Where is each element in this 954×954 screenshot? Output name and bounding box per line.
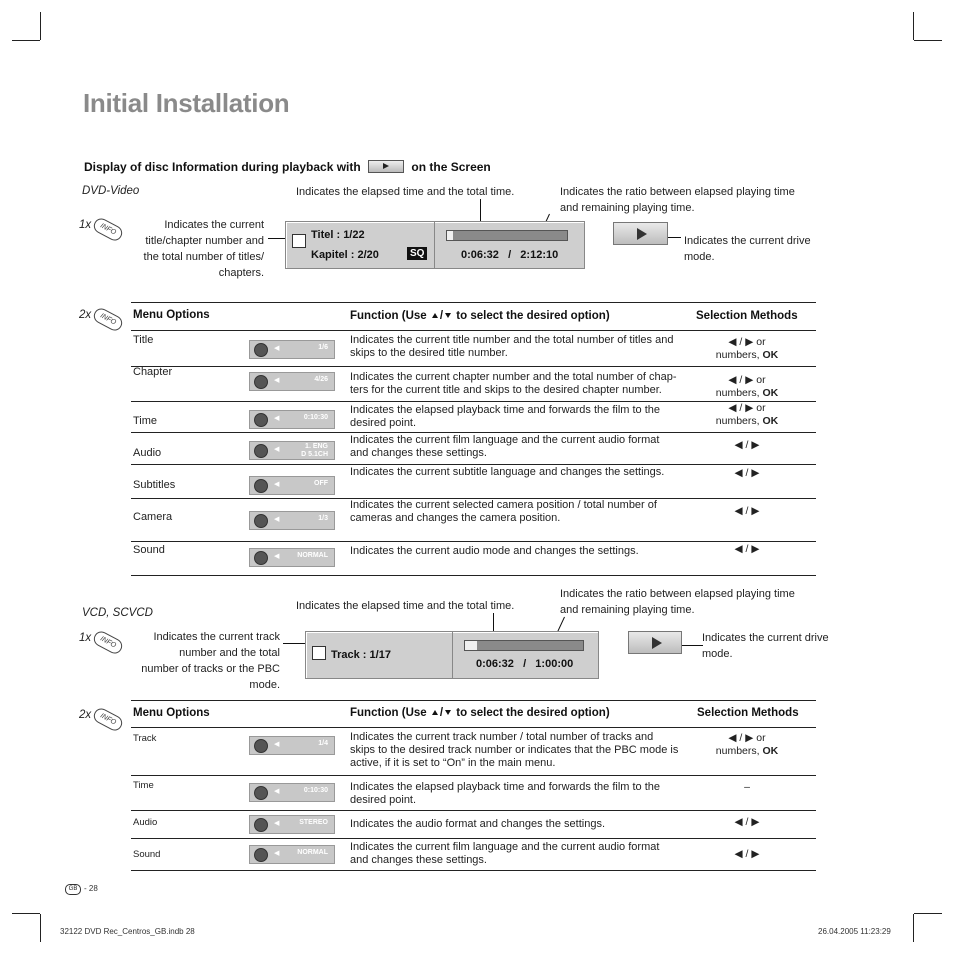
- left-arrow-icon: ◀: [274, 345, 280, 352]
- row-selection: [697, 848, 797, 861]
- osd-menu-control: [249, 476, 335, 495]
- table-rule: [131, 700, 816, 701]
- selection-numbers: numbers,: [715, 745, 760, 757]
- selection-line1: –: [744, 781, 750, 793]
- page-title: Initial Installation: [83, 88, 290, 118]
- row-function: Indicates the current chapter number and the total number of chap- ters for the current title and skips to the desired chapter number.: [350, 371, 677, 396]
- selection-line1: ◀ / ▶: [734, 439, 760, 451]
- osd-menu-control: [249, 548, 335, 567]
- progress-fill: [447, 231, 453, 240]
- connector-line: [283, 643, 307, 644]
- dvd-note-elapsed: Indicates the elapsed time and the total time.: [296, 186, 515, 198]
- menu-option-icon: [254, 551, 268, 565]
- crop-mark: [12, 40, 40, 41]
- menu-option-icon: [254, 739, 268, 753]
- left-arrow-icon: ◀: [274, 516, 280, 523]
- crop-mark: [913, 12, 914, 40]
- table-rule: [131, 810, 816, 811]
- vcd-note-drive: Indicates the current drive mode.: [702, 632, 829, 660]
- vcd-note-elapsed: Indicates the elapsed time and the total time.: [296, 600, 515, 612]
- vcd-note-track: Indicates the current track number and the total number of tracks or the PBC mode.: [141, 631, 280, 691]
- crop-mark: [914, 40, 942, 41]
- panel-divider: [452, 632, 453, 678]
- control-value: STEREO: [299, 819, 328, 826]
- row-name: Title: [133, 334, 154, 346]
- heading-text-after: on the Screen: [411, 160, 491, 174]
- table-rule: [131, 464, 816, 465]
- osd-menu-control: [249, 372, 335, 391]
- info-icon: INFO: [91, 306, 125, 333]
- left-arrow-icon: ◀: [274, 553, 280, 560]
- progress-fill: [465, 641, 477, 650]
- dvd-osd-step: 1x: [79, 219, 92, 231]
- crop-mark: [40, 914, 41, 942]
- progress-bar: [464, 640, 584, 651]
- row-selection: [697, 543, 797, 556]
- row-function: Indicates the current track number / total number of tracks and skips to the desired track number or indicates that the PBC mode is active, if it is set to “On” in the main menu.: [350, 731, 679, 769]
- control-value: 0:10:30: [303, 787, 328, 794]
- sq-badge: SQ: [407, 247, 427, 260]
- clapper-icon: [292, 234, 306, 248]
- osd-menu-control: [249, 511, 335, 530]
- osd-menu-control: [249, 783, 335, 802]
- menu-option-icon: [254, 479, 268, 493]
- table-rule: [131, 727, 816, 728]
- menu-option-icon: [254, 786, 268, 800]
- header-selection: Selection Methods: [697, 707, 799, 719]
- section-heading: [84, 160, 491, 174]
- crop-mark: [914, 913, 942, 914]
- crop-mark: [12, 913, 40, 914]
- row-function: Indicates the current film language and the current audio format and changes these settings.: [350, 434, 660, 459]
- menu-option-icon: [254, 444, 268, 458]
- osd-time: 0:06:32 / 1:00:00: [476, 658, 574, 670]
- vcd-note-ratio: Indicates the ratio between elapsed playing time and remaining playing time.: [560, 588, 795, 616]
- control-value-2: D 5.1CH: [301, 451, 328, 458]
- table-rule: [131, 838, 816, 839]
- dvd-osd-panel: [285, 221, 585, 269]
- header-function-close: ): [605, 707, 610, 719]
- table-rule: [131, 302, 816, 303]
- heading-text-before: Display of disc Information during playback with: [84, 160, 361, 174]
- control-value: 1/6: [318, 344, 328, 351]
- left-arrow-icon: ◀: [274, 850, 280, 857]
- row-name: Track: [133, 733, 157, 744]
- info-icon: INFO: [91, 629, 125, 656]
- osd-time: 0:06:32 / 2:12:10: [461, 249, 559, 261]
- row-selection: [697, 467, 797, 480]
- table-rule: [131, 575, 816, 576]
- row-name: Chapter: [133, 366, 173, 378]
- control-value: 1/3: [318, 515, 328, 522]
- left-arrow-icon: ◀: [274, 446, 280, 453]
- down-arrow-icon: [445, 710, 451, 715]
- selection-line2: [697, 415, 797, 428]
- progress-bar: [446, 230, 568, 241]
- date-time: 26.04.2005 11:23:29: [818, 927, 891, 936]
- row-function: Indicates the current subtitle language and changes the settings.: [350, 466, 665, 478]
- ok-key: OK: [762, 415, 779, 427]
- left-arrow-icon: ◀: [274, 481, 280, 488]
- row-selection: [697, 402, 797, 428]
- selection-line1: ◀ / ▶ or: [728, 374, 766, 386]
- selection-line2: [697, 387, 797, 400]
- header-function: Function (Use / to select the desired option): [350, 707, 610, 719]
- header-function-prefix: Function (Use: [350, 707, 427, 719]
- selection-line1: ◀ / ▶ or: [728, 732, 766, 744]
- play-drive-icon: [628, 631, 682, 654]
- row-function: Indicates the current audio mode and changes the settings.: [350, 545, 639, 557]
- file-name: 32122 DVD Rec_Centros_GB.indb 28: [60, 927, 195, 936]
- selection-line2: [697, 349, 797, 362]
- control-value: 1. ENG: [305, 443, 328, 450]
- osd-menu-control: [249, 815, 335, 834]
- control-value: 1/4: [318, 740, 328, 747]
- header-function-suffix: to select the desired option: [456, 707, 606, 719]
- selection-line1: ◀ / ▶: [734, 848, 760, 860]
- row-function: Indicates the audio format and changes the settings.: [350, 818, 605, 830]
- osd-track: Track : 1/17: [331, 649, 391, 661]
- header-function: Function (Use / to select the desired option): [350, 310, 610, 322]
- osd-titel: Titel : 1/22: [311, 229, 365, 241]
- vcd-osd-step: 1x: [79, 632, 92, 644]
- row-selection: [697, 374, 797, 400]
- osd-kapitel: Kapitel : 2/20: [311, 249, 379, 261]
- selection-numbers: numbers,: [715, 349, 760, 361]
- selection-line2: [697, 745, 797, 758]
- header-function-suffix: to select the desired option: [456, 310, 606, 322]
- osd-menu-control: [249, 340, 335, 359]
- info-icon: INFO: [91, 216, 125, 243]
- row-name: Sound: [133, 849, 161, 860]
- left-arrow-icon: ◀: [274, 415, 280, 422]
- row-function: Indicates the elapsed playback time and forwards the film to the desired point.: [350, 404, 661, 429]
- selection-numbers: numbers,: [715, 415, 760, 427]
- row-name: Audio: [133, 447, 162, 459]
- header-menu-options: Menu Options: [133, 309, 210, 321]
- control-value: 4/26: [314, 376, 328, 383]
- ok-key: OK: [762, 349, 779, 361]
- ok-key: OK: [762, 745, 779, 757]
- header-menu-options: Menu Options: [133, 707, 210, 719]
- menu-option-icon: [254, 514, 268, 528]
- selection-numbers: numbers,: [715, 387, 760, 399]
- row-function: Indicates the elapsed playback time and forwards the film to the desired point.: [350, 781, 661, 806]
- vcd-menu-step: 2x: [79, 709, 92, 721]
- left-arrow-icon: ◀: [274, 377, 280, 384]
- clapper-icon: [312, 646, 326, 660]
- vcd-label: VCD, SCVCD: [82, 607, 153, 619]
- gb-badge: GB: [65, 884, 81, 895]
- row-name: Sound: [133, 544, 165, 556]
- row-selection: [697, 732, 797, 758]
- menu-option-icon: [254, 343, 268, 357]
- menu-option-icon: [254, 818, 268, 832]
- crop-mark: [40, 12, 41, 40]
- dvd-note-title-chapter: Indicates the current title/chapter number and the total number of titles/ chapters.: [143, 219, 264, 279]
- menu-option-icon: [254, 848, 268, 862]
- row-name: Audio: [133, 817, 158, 828]
- row-name: Time: [133, 780, 154, 791]
- dvd-note-drive: Indicates the current drive mode.: [684, 235, 811, 263]
- crop-mark: [913, 914, 914, 942]
- row-name: Camera: [133, 511, 173, 523]
- panel-divider: [434, 222, 435, 268]
- play-button-icon: [368, 160, 404, 173]
- row-function: Indicates the current title number and the total number of titles and skips to the desired title number.: [350, 334, 674, 359]
- row-selection: [697, 439, 797, 452]
- up-arrow-icon: [432, 313, 438, 318]
- selection-line1: ◀ / ▶: [734, 543, 760, 555]
- control-value: 0:10:30: [303, 414, 328, 421]
- header-function-prefix: Function (Use: [350, 310, 427, 322]
- table-rule: [131, 366, 816, 367]
- info-icon: INFO: [91, 706, 125, 733]
- up-arrow-icon: [432, 710, 438, 715]
- row-function: Indicates the current film language and the current audio format and changes these settings.: [350, 841, 660, 866]
- left-arrow-icon: ◀: [274, 741, 280, 748]
- header-selection: Selection Methods: [696, 310, 798, 322]
- table-rule: [131, 432, 816, 433]
- selection-line1: ◀ / ▶: [734, 816, 760, 828]
- table-rule: [131, 870, 816, 871]
- dvd-note-ratio: Indicates the ratio between elapsed playing time and remaining playing time.: [560, 186, 795, 214]
- left-arrow-icon: ◀: [274, 820, 280, 827]
- left-arrow-icon: ◀: [274, 788, 280, 795]
- row-function: Indicates the current selected camera position / total number of cameras and changes the camera position.: [350, 499, 657, 524]
- osd-menu-control: [249, 736, 335, 755]
- table-rule: [131, 775, 816, 776]
- vcd-osd-panel: [305, 631, 599, 679]
- osd-menu-control: [249, 410, 335, 429]
- menu-option-icon: [254, 375, 268, 389]
- row-selection: [697, 781, 797, 794]
- selection-line1: ◀ / ▶ or: [728, 402, 766, 414]
- row-selection: [697, 816, 797, 829]
- control-value: OFF: [314, 480, 328, 487]
- osd-menu-control: [249, 845, 335, 864]
- connector-line: [681, 645, 703, 646]
- table-rule: [131, 330, 816, 331]
- selection-line1: ◀ / ▶ or: [728, 336, 766, 348]
- row-name: Time: [133, 415, 158, 427]
- dvd-video-label: DVD-Video: [82, 185, 140, 197]
- row-selection: [697, 336, 797, 362]
- osd-menu-control: [249, 441, 335, 460]
- table-rule: [131, 541, 816, 542]
- down-arrow-icon: [445, 313, 451, 318]
- dvd-menu-step: 2x: [79, 309, 92, 321]
- menu-option-icon: [254, 413, 268, 427]
- selection-line1: ◀ / ▶: [734, 467, 760, 479]
- selection-line1: ◀ / ▶: [734, 505, 760, 517]
- header-function-close: ): [605, 310, 610, 322]
- ok-key: OK: [762, 387, 779, 399]
- control-value: NORMAL: [297, 849, 328, 856]
- page-number: - 28: [84, 884, 98, 893]
- row-selection: [697, 505, 797, 518]
- control-value: NORMAL: [297, 552, 328, 559]
- play-drive-icon: [613, 222, 668, 245]
- row-name: Subtitles: [133, 479, 176, 491]
